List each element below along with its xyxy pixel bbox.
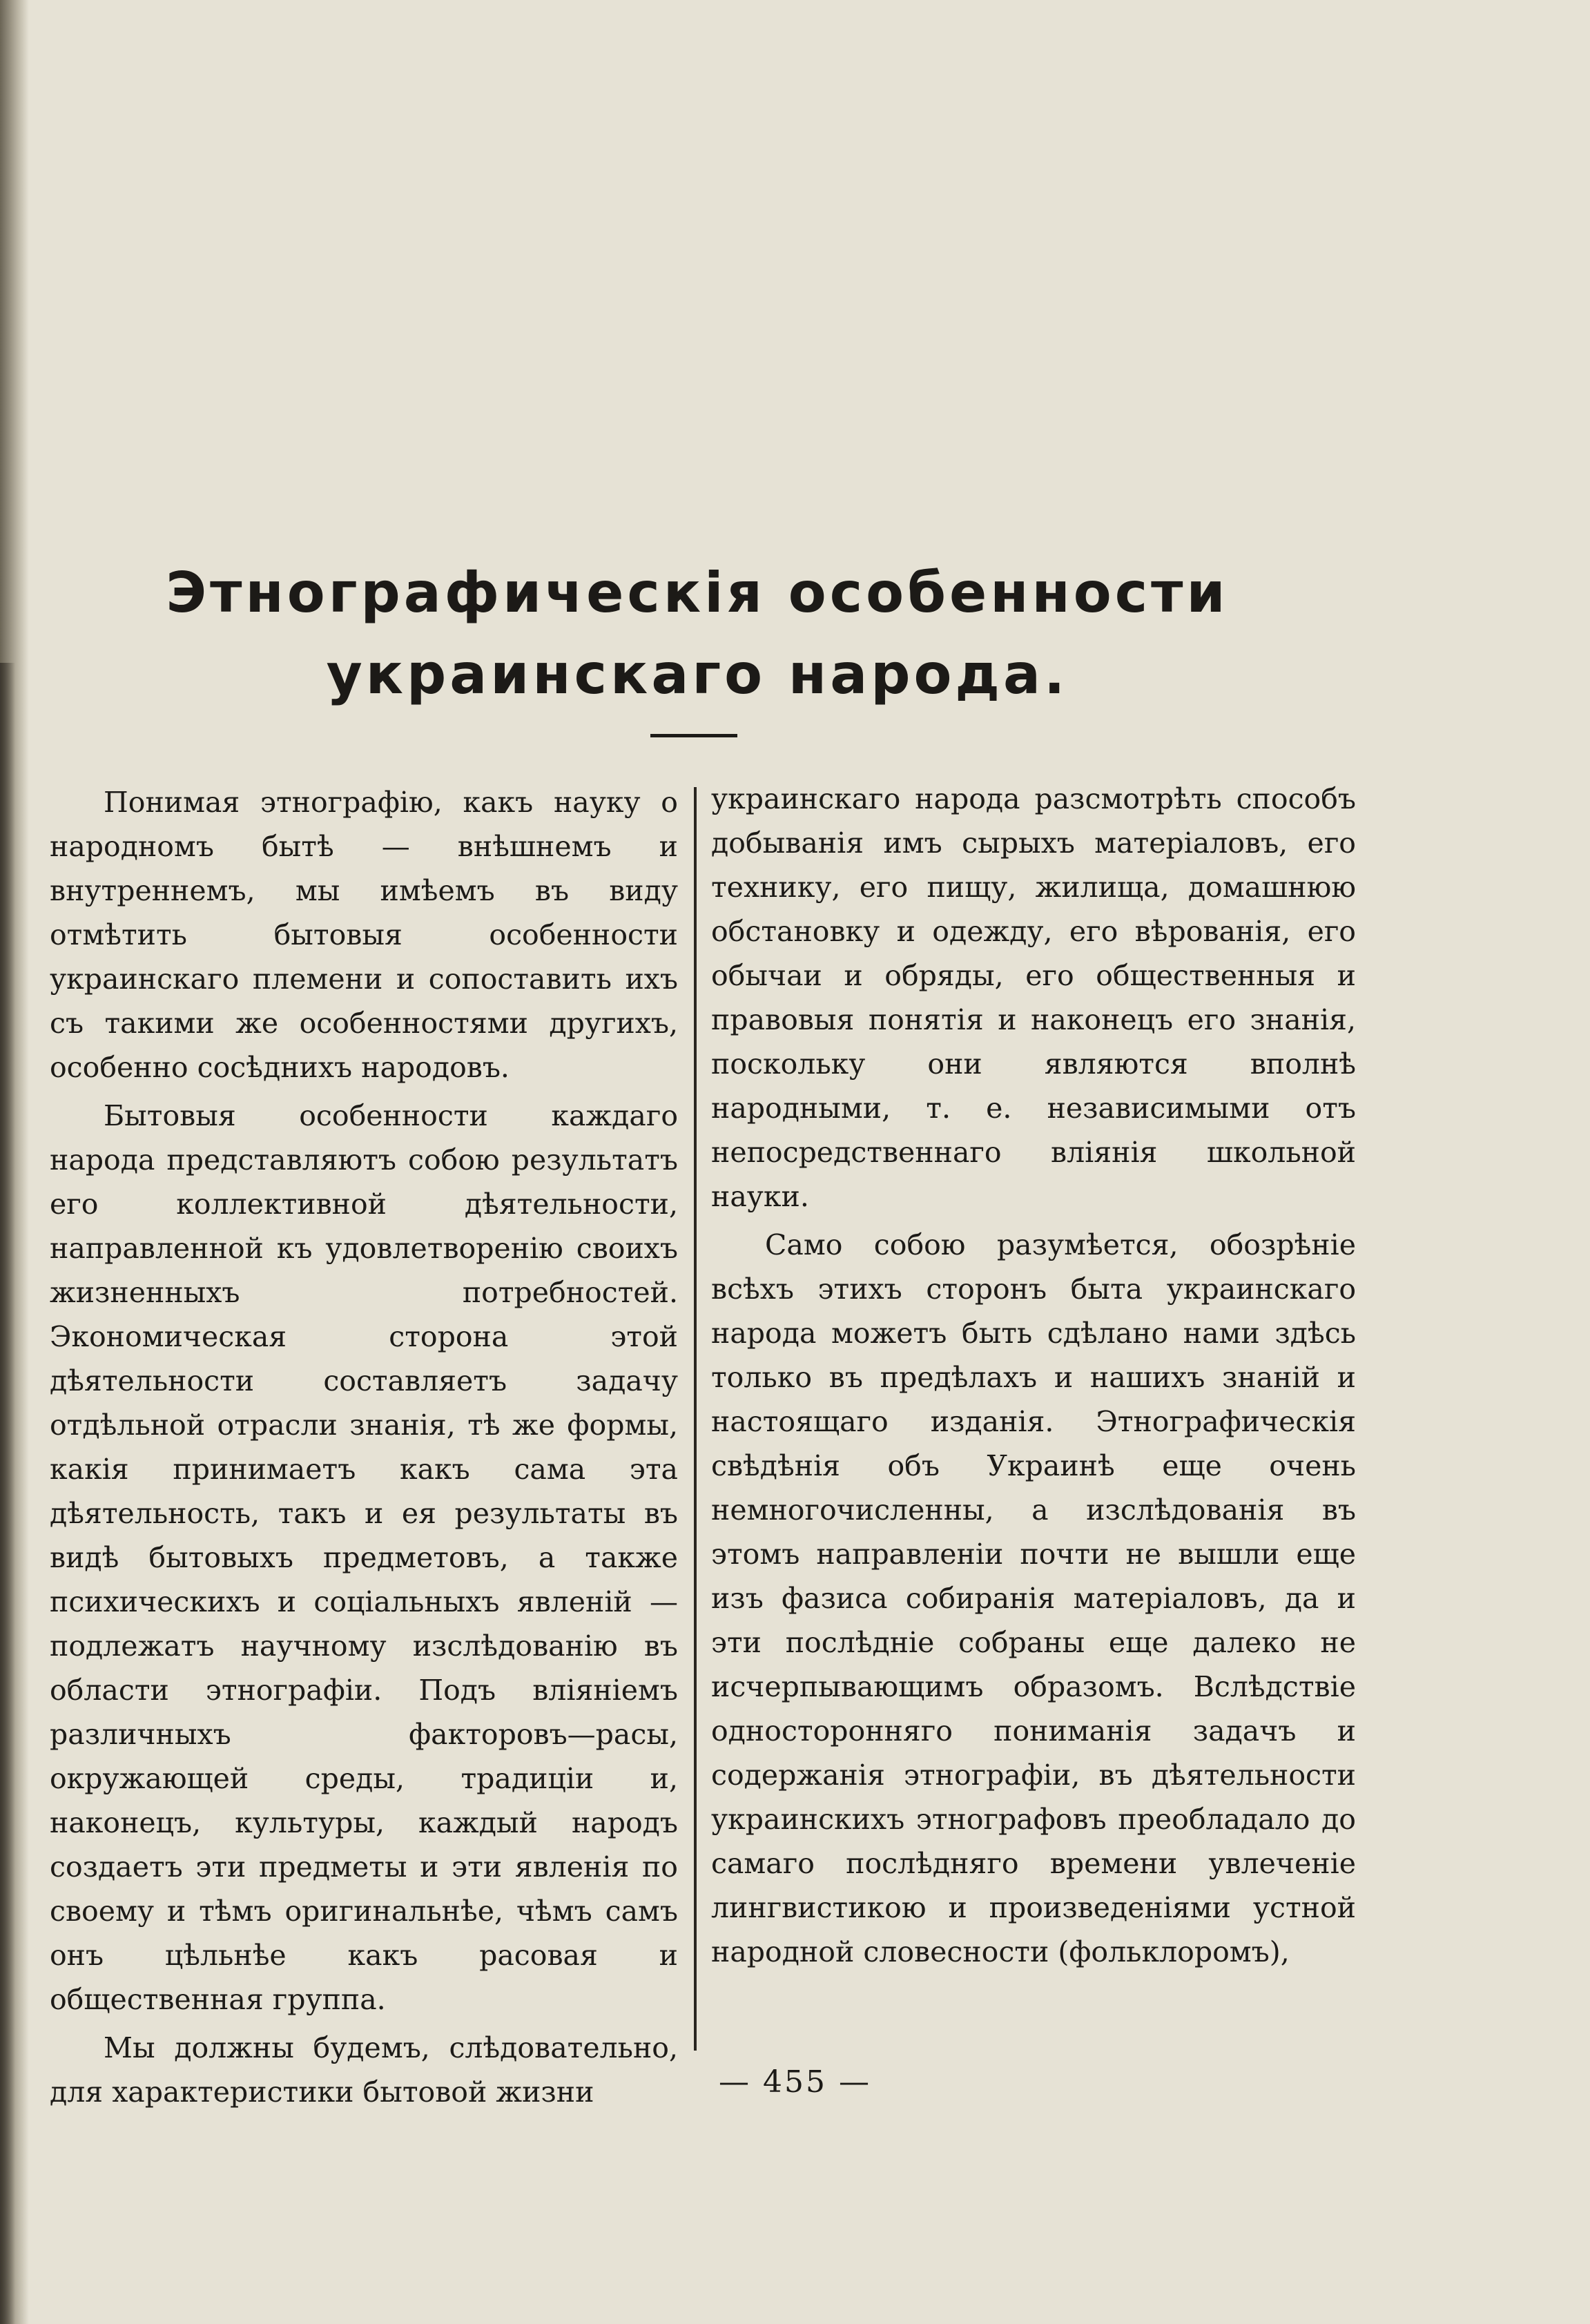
column-divider: [694, 787, 697, 2051]
right-paragraph-1: украинскаго народа разсмотрѣть способъ добыванія имъ сырыхъ матеріаловъ, его технику, его пищу, жилища, домашнюю обстановку и одежду, его вѣрованія, его обычаи и обряды, его общественныя и правовыя понятія и наконецъ его знанія, поскольку они являются вполнѣ народными, т. е. независимыми отъ непосредственнаго вліянія школьной науки.: [711, 782, 1356, 1213]
article-title: Этнографическія особенности украинскаго народа.: [166, 561, 1229, 706]
left-paragraph-1: Понимая этнографію, какъ науку о народномъ бытѣ — внѣшнемъ и внутреннемъ, мы имѣемъ въ виду отмѣтить бытовыя особенности украинскаго племени и сопоставить ихъ съ такими же особенностями другихъ, особенно сосѣднихъ народовъ.: [50, 786, 678, 1084]
left-paragraph-2: Бытовыя особенности каждаго народа представляютъ собою результатъ его коллективной дѣятельности, направленной къ удовлетворенію своихъ жизненныхъ потребностей. Экономическая сторона этой дѣятельности составляетъ задачу отдѣльной отрасли знанія, тѣ же формы, какія принимаетъ какъ сама эта дѣятельность, такъ и ея результаты въ видѣ бытовыхъ предметовъ, а также психическихъ и соціальныхъ явленій — подлежатъ научному изслѣдованію въ области этнографіи. Подъ вліяніемъ различныхъ факторовъ—расы, окружающей среды, традиціи и, наконецъ, культуры, каждый народъ создаетъ эти предметы и эти явленія по своему и тѣмъ оригинальнѣе, чѣмъ самъ онъ цѣльнѣе какъ расовая и общественная группа.: [50, 1099, 678, 2016]
page-number: — 455 —: [719, 2064, 871, 2100]
left-paragraph-3: Мы должны будемъ, слѣдовательно, для характеристики бытовой жизни: [50, 2031, 678, 2109]
right-column: [711, 777, 1356, 1974]
right-paragraph-2: Само собою разумѣется, обозрѣніе всѣхъ этихъ сторонъ быта украинскаго народа можетъ быть сдѣлано нами здѣсь только въ предѣлахъ и нашихъ знаній и настоящаго изданія. Этнографическія свѣдѣнія объ Украинѣ еще очень немногочисленны, а изслѣдованія въ этомъ направленіи почти не вышли еще изъ фазиса собиранія матеріаловъ, да и эти послѣдніе собраны еще далеко не исчерпывающимъ образомъ. Вслѣдствіе односторонняго пониманія задачъ и содержанія этнографіи, въ дѣятельности украинскихъ этнографовъ преобладало до самаго послѣдняго времени увлеченіе лингвистикою и произведеніями устной народной словесности (фольклоромъ),: [711, 1228, 1356, 1968]
title-underline: [650, 734, 737, 737]
left-column: [50, 780, 678, 2114]
